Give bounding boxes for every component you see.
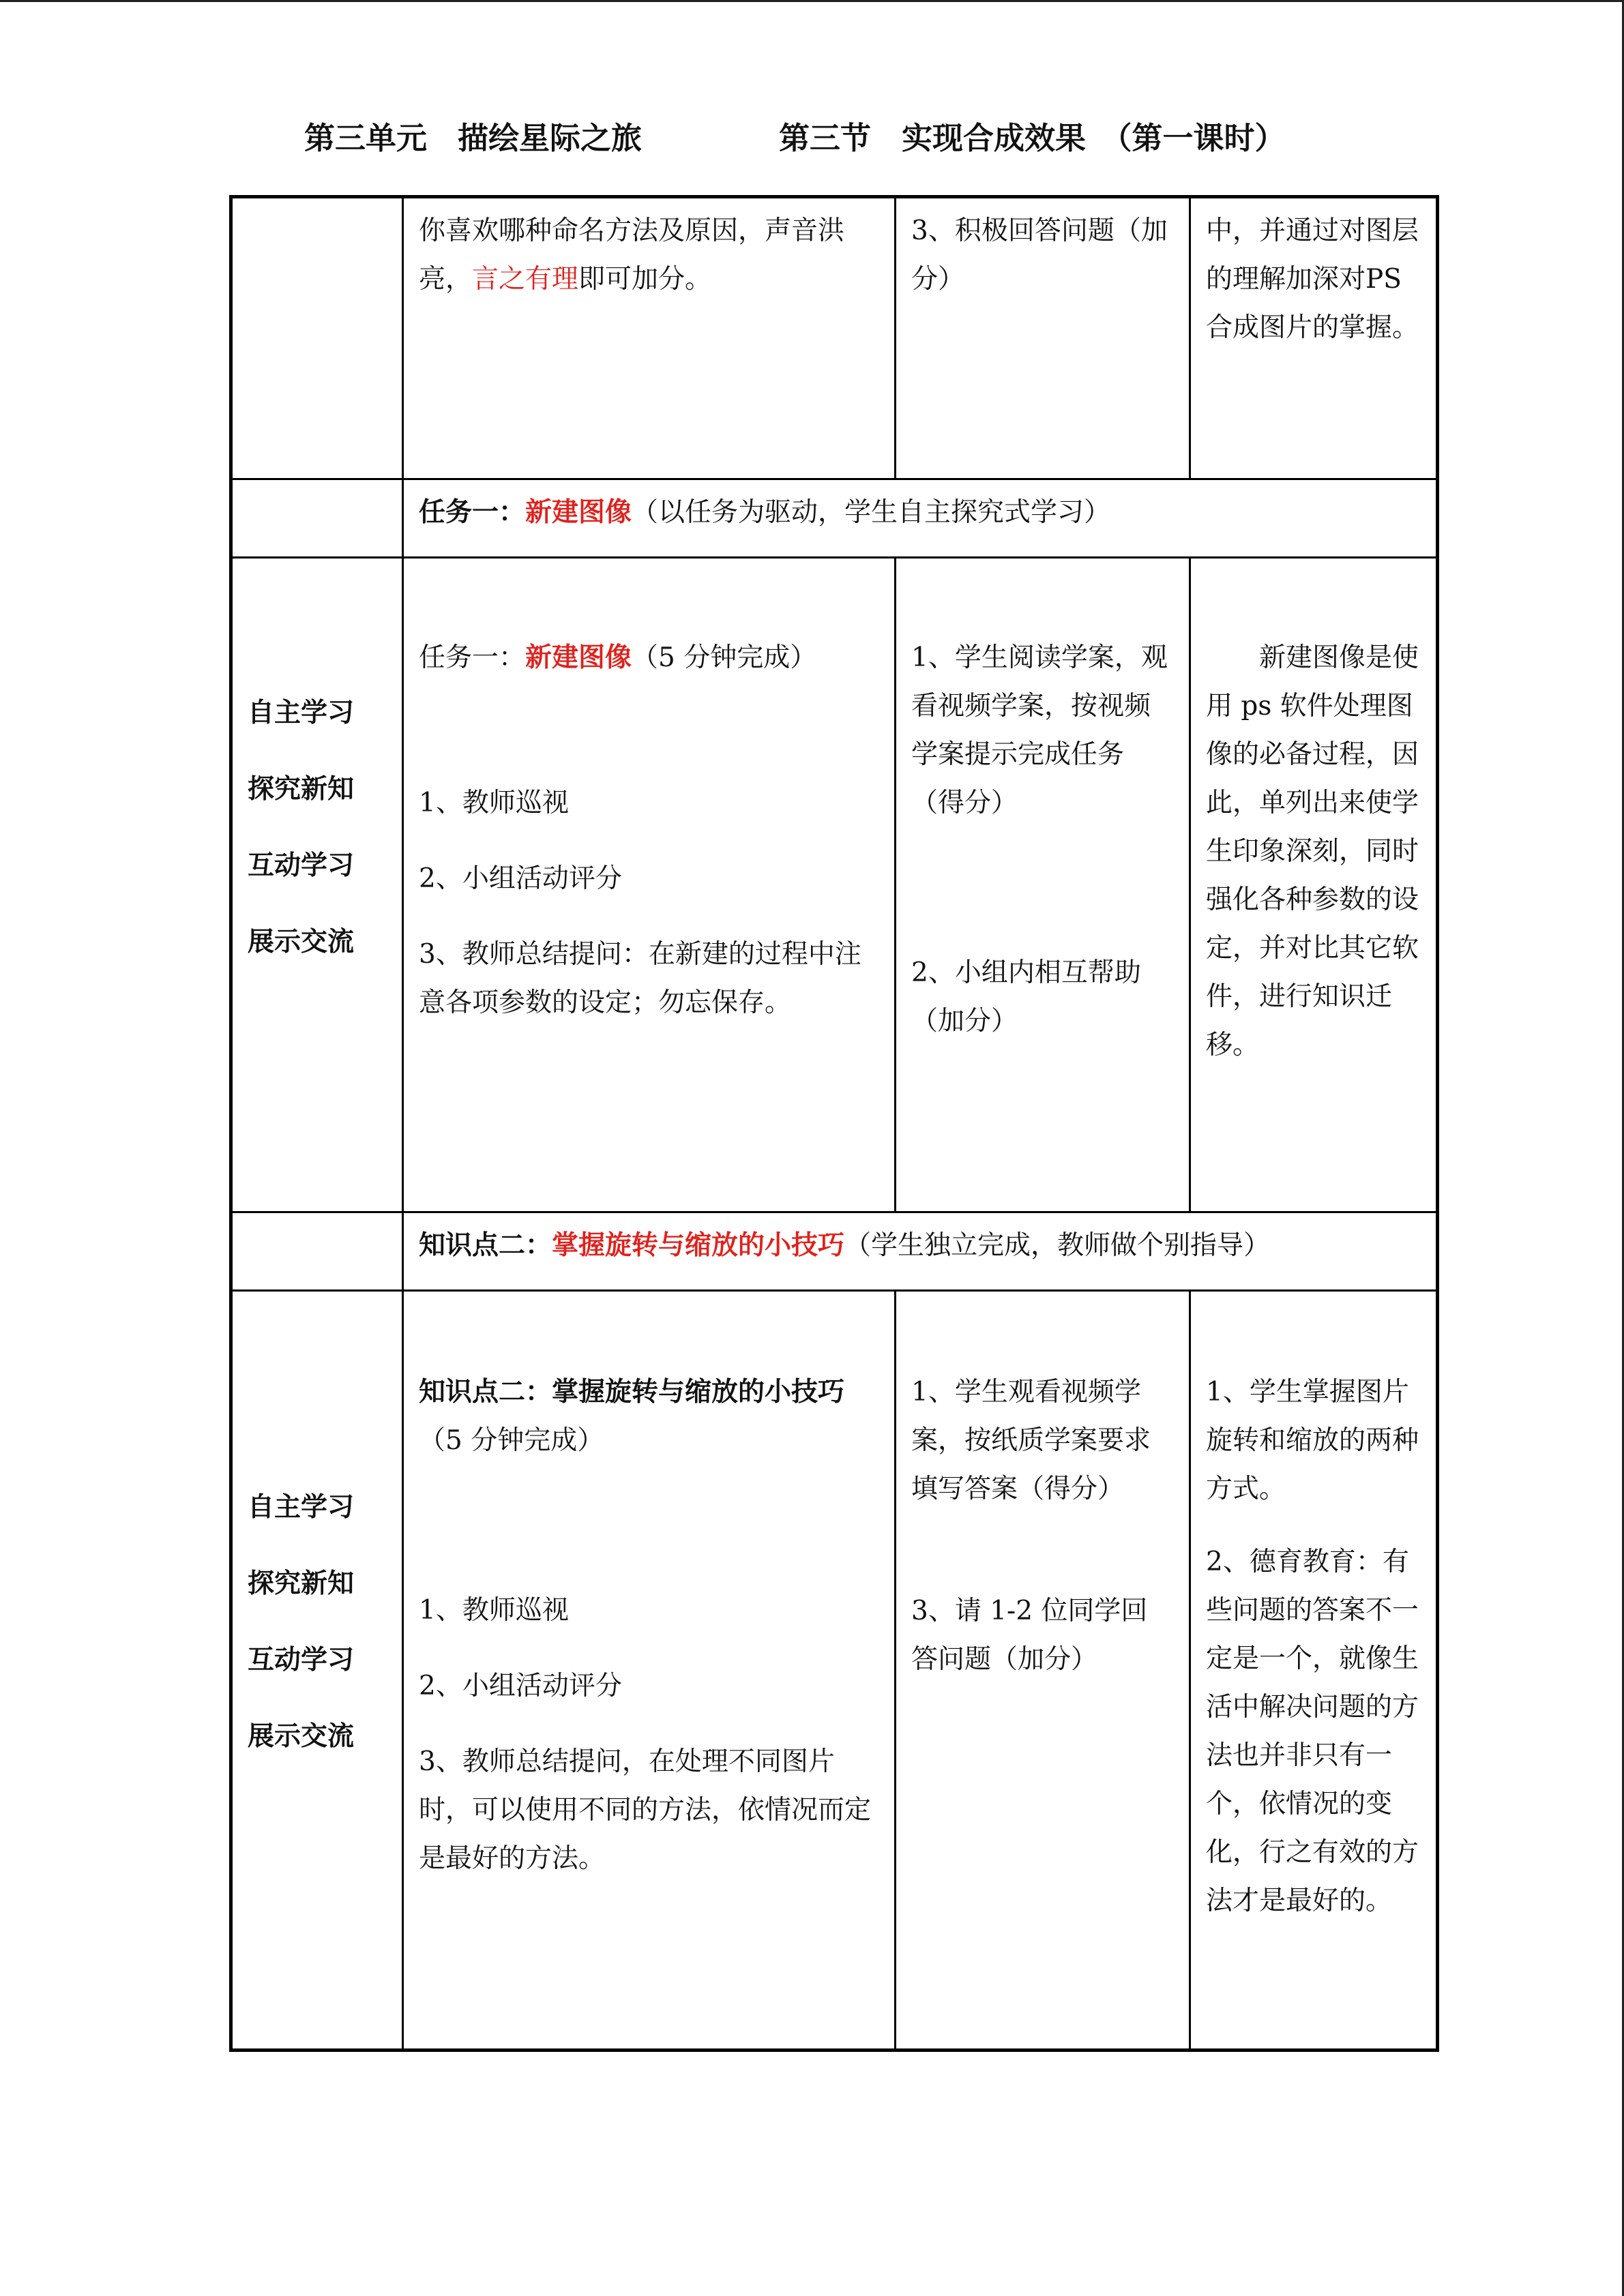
task-label: 任务一：	[419, 496, 526, 528]
task-label: 任务一：	[419, 642, 526, 673]
task-title: 新建图像	[525, 496, 632, 528]
phase-cell	[231, 1291, 403, 2051]
task-label: 知识点二：	[419, 1229, 552, 1261]
design-intent-cell	[1190, 197, 1438, 479]
intent-text: 新建图像是使用 ps 软件处理图像的必备过程，因此，单列出来使学生印象深刻，同时强化各种参数的设定，并对比其它软件，进行知识迁移。	[1206, 642, 1419, 1060]
teacher-activity-cell	[403, 197, 896, 479]
teacher-text: 你喜欢哪种命名方法及原因，声音洪亮，	[419, 215, 845, 295]
task-title: 知识点二：掌握旋转与缩放的小技巧	[419, 1376, 845, 1407]
phase-label: 互动学习	[248, 1644, 355, 1675]
phase-cell-empty	[231, 197, 403, 479]
task-title: 新建图像	[525, 642, 632, 673]
intent-text: 中，并通过对图层的理解加深对PS 合成图片的掌握。	[1206, 215, 1419, 343]
lesson-plan-table	[229, 195, 1439, 2052]
header-unit-title: 第三单元 描绘星际之旅	[304, 120, 643, 156]
teacher-step: 3、教师总结提问：在新建的过程中注意各项参数的设定；勿忘保存。	[419, 939, 861, 1018]
teacher-step: 1、教师巡视	[419, 1595, 569, 1626]
phase-label: 探究新知	[248, 773, 355, 805]
teacher-activity-cell	[403, 558, 896, 1212]
student-step: 1、学生观看视频学案，按纸质学案要求填写答案（得分）	[911, 1377, 1151, 1504]
phase-label: 展示交流	[248, 1720, 355, 1752]
teacher-step: 1、教师巡视	[419, 788, 569, 818]
design-intent-cell	[1190, 558, 1438, 1212]
phase-label: 自主学习	[248, 1491, 355, 1523]
teacher-step: 2、小组活动评分	[419, 1671, 622, 1701]
header-section-title: 第三节 实现合成效果 （第一课时）	[779, 120, 1286, 156]
student-activity-cell	[896, 558, 1190, 1212]
phase-label: 展示交流	[248, 926, 355, 957]
teacher-activity-cell	[403, 1291, 896, 2051]
design-intent-cell	[1190, 1291, 1438, 2051]
phase-cell-empty	[231, 479, 403, 558]
page-top-border	[0, 0, 1624, 2]
task-duration: （5 分钟完成）	[632, 642, 817, 673]
teacher-step: 3、教师总结提问，在处理不同图片时，可以使用不同的方法，依情况而定是最好的方法。	[419, 1746, 872, 1874]
table-row	[231, 1291, 1438, 2051]
table-row	[231, 479, 1438, 558]
student-text: 3、积极回答问题（加分）	[911, 215, 1168, 295]
table-row	[231, 197, 1438, 479]
student-step: 1、学生阅读学案，观看视频学案，按视频学案提示完成任务（得分）	[911, 642, 1168, 818]
task-description: （以任务为驱动，学生自主探究式学习）	[632, 497, 1111, 528]
student-activity-cell	[896, 197, 1190, 479]
intent-text: 1、学生掌握图片旋转和缩放的两种方式。	[1206, 1377, 1419, 1504]
phase-label: 探究新知	[248, 1568, 355, 1599]
phase-label: 互动学习	[248, 850, 355, 881]
task-heading-cell	[403, 479, 1438, 558]
student-step: 2、小组内相互帮助（加分）	[911, 957, 1141, 1037]
teacher-step: 2、小组活动评分	[419, 863, 622, 894]
task-description: （学生独立完成，教师做个别指导）	[844, 1230, 1271, 1261]
table-row	[231, 558, 1438, 1212]
student-step: 3、请 1-2 位同学回答问题（加分）	[911, 1596, 1148, 1675]
teacher-text-end: 即可加分。	[578, 264, 712, 295]
phase-cell-empty	[231, 1212, 403, 1291]
phase-cell	[231, 558, 403, 1212]
task-duration: （5 分钟完成）	[419, 1425, 604, 1456]
task-heading-cell	[403, 1212, 1438, 1291]
task-title: 掌握旋转与缩放的小技巧	[552, 1229, 845, 1261]
student-activity-cell	[896, 1291, 1190, 2051]
phase-label: 自主学习	[248, 697, 355, 728]
table-row	[231, 1212, 1438, 1291]
intent-text: 2、德育教育：有些问题的答案不一定是一个，就像生活中解决问题的方法也并非只有一个，依情况的变化，行之有效的方法才是最好的。	[1206, 1547, 1419, 1916]
highlight-text: 言之有理	[472, 264, 579, 295]
